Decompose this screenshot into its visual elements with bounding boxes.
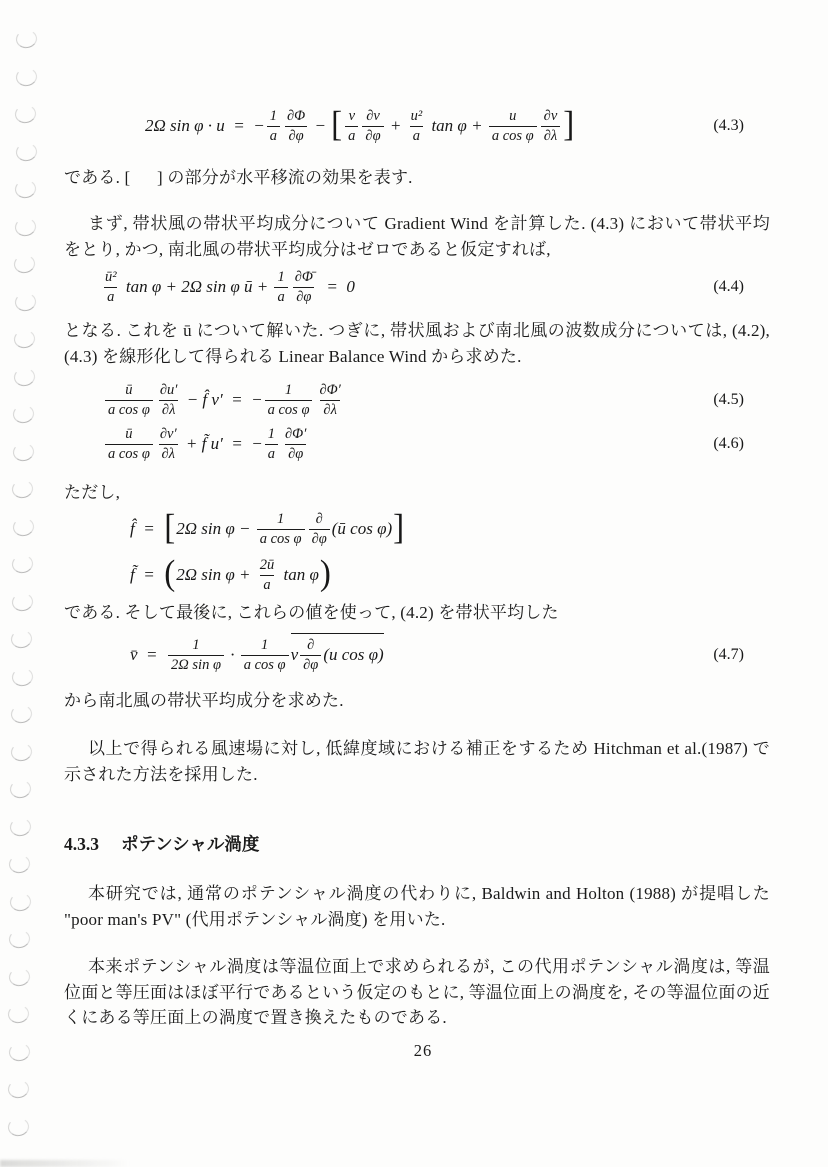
definition-f-tilde [64,551,770,599]
equation-4-7 [64,629,770,681]
paragraph-solve-ubar: となる. これを ū について解いた. つぎに, 帯状風および南北風の波数成分については, (4.2), (4.3) を線形化して得られる Linear Balance Wind から求めた. [64,321,770,366]
equation-4-6 [64,421,770,467]
definition-f-hat [64,505,770,553]
binding-hole [8,929,31,950]
binding-hole [14,216,37,237]
binding-hole [6,1079,29,1100]
equation-4-7-number: (4.7) [713,646,744,663]
binding-hole [14,104,37,125]
binding-hole [13,366,36,387]
binding-hole [12,404,35,425]
definition-f-tilde-math: f̃ = ( 2Ω sin φ + $\frac{2ū}{a}$ tan φ ) [130,554,331,594]
equation-4-3-number: (4.3) [713,117,744,134]
binding-hole [13,254,36,275]
equation-4-4-number: (4.4) [713,278,744,295]
section-heading [64,831,770,856]
paragraph-after-eq43: である. [ ] の部分が水平移流の効果を表す. [64,168,413,187]
paragraph-poor-mans-pv: 本研究では, 通常のポテンシャル渦度の代わりに, Baldwin and Holton (1988) が提唱した "poor man's PV" (代用ポテンシャル渦度) を用いた. [64,884,770,929]
binding-hole [10,629,33,650]
binding-hole [8,854,31,875]
binding-hole [7,1004,30,1025]
binding-hole [15,29,38,50]
binding-hole [10,741,33,762]
binding-hole [8,966,31,987]
binding-hole [11,591,34,612]
equation-4-6-math: ū a cos φ ∂v′ ∂λ + f̃ u′ = − $\frac{1}{a}$ ∂Φ′ ∂φ [64,426,311,461]
scan-edge-shadow [0,1160,130,1167]
paragraph-after-defs: である. そして最後に, これらの値を使って, (4.2) を帯状平均した [64,603,559,622]
binding-hole [9,704,32,725]
page-number: 26 [413,1041,433,1060]
definition-f-hat-math: f̂ = [ 2Ω sin φ − $\frac{1}{\text{a cos φ}}$ ∂ ∂φ (ū cos φ) ] [130,508,405,548]
paragraph-gradient-wind: まず, 帯状風の帯状平均成分について Gradient Wind を計算した. (4.3) において帯状平均をとり, かつ, 南北風の帯状平均成分はゼロであると仮定すれば, [64,214,770,259]
equation-4-3 [64,102,770,150]
equation-4-4-math: ū² a tan φ + 2Ω sin φ ū + $\frac{1}{a}$ $\frac{\partial\Phī}{\partial\varphi}$ = 0 [105,269,355,305]
equation-4-5-number: (4.5) [713,391,744,408]
binding-hole [11,479,34,500]
equation-4-4 [64,264,770,310]
binding-hole [14,179,37,200]
equation-4-5 [64,377,770,423]
equation-4-3-math: 2Ω sin φ · u = − $\frac{1}{a}$ ∂Φ ∂φ − [ v a ∂v ∂φ + $\frac{\text{u²}}{a}$ tan φ + $\frac{u}{\text{a cos φ}}$ ∂v ∂λ ] [145,105,575,145]
binding-hole [15,66,38,87]
binding-hole [13,291,36,312]
section-title: ポテンシャル渦度 [121,834,260,854]
binding-hole [7,1116,30,1137]
section-number: 4.3.3 [64,834,99,854]
paragraph-after-eq47: から南北風の帯状平均成分を求めた. [64,691,344,710]
binding-hole [12,329,35,350]
binding-hole [15,141,38,162]
paragraph-tadashi: ただし, [64,483,121,502]
binding-hole [12,516,35,537]
paragraph-hitchman: 以上で得られる風速場に対し, 低緯度域における補正をするため Hitchman et al.(1987) で示された方法を採用した. [64,739,770,784]
equation-4-5-math: ū a cos φ ∂u′ ∂λ − f̂ v′ = − $\frac{1}{\text{a cos φ}}$ ∂Φ′ ∂λ [64,382,346,417]
binding-hole [11,554,34,575]
binding-hole [9,816,32,837]
equation-4-7-math: v̄ = $\frac{1}{\text{2Ω sin φ}}$ · 1 a cos φ v ∂ ∂φ (u cos φ) [64,635,384,674]
equation-4-6-number: (4.6) [713,435,744,452]
binding-hole [9,779,32,800]
binding-hole [10,666,33,687]
binding-hole [9,891,32,912]
binding-hole [12,441,35,462]
paragraph-pv-explanation: 本来ポテンシャル渦度は等温位面上で求められるが, この代用ポテンシャル渦度は, 等温位面と等圧面はほぼ平行であるという仮定のもとに, 等温位面上の渦度を, その等温位面の近くにある等圧面上の渦度で置き換えたものである. [64,957,770,1027]
